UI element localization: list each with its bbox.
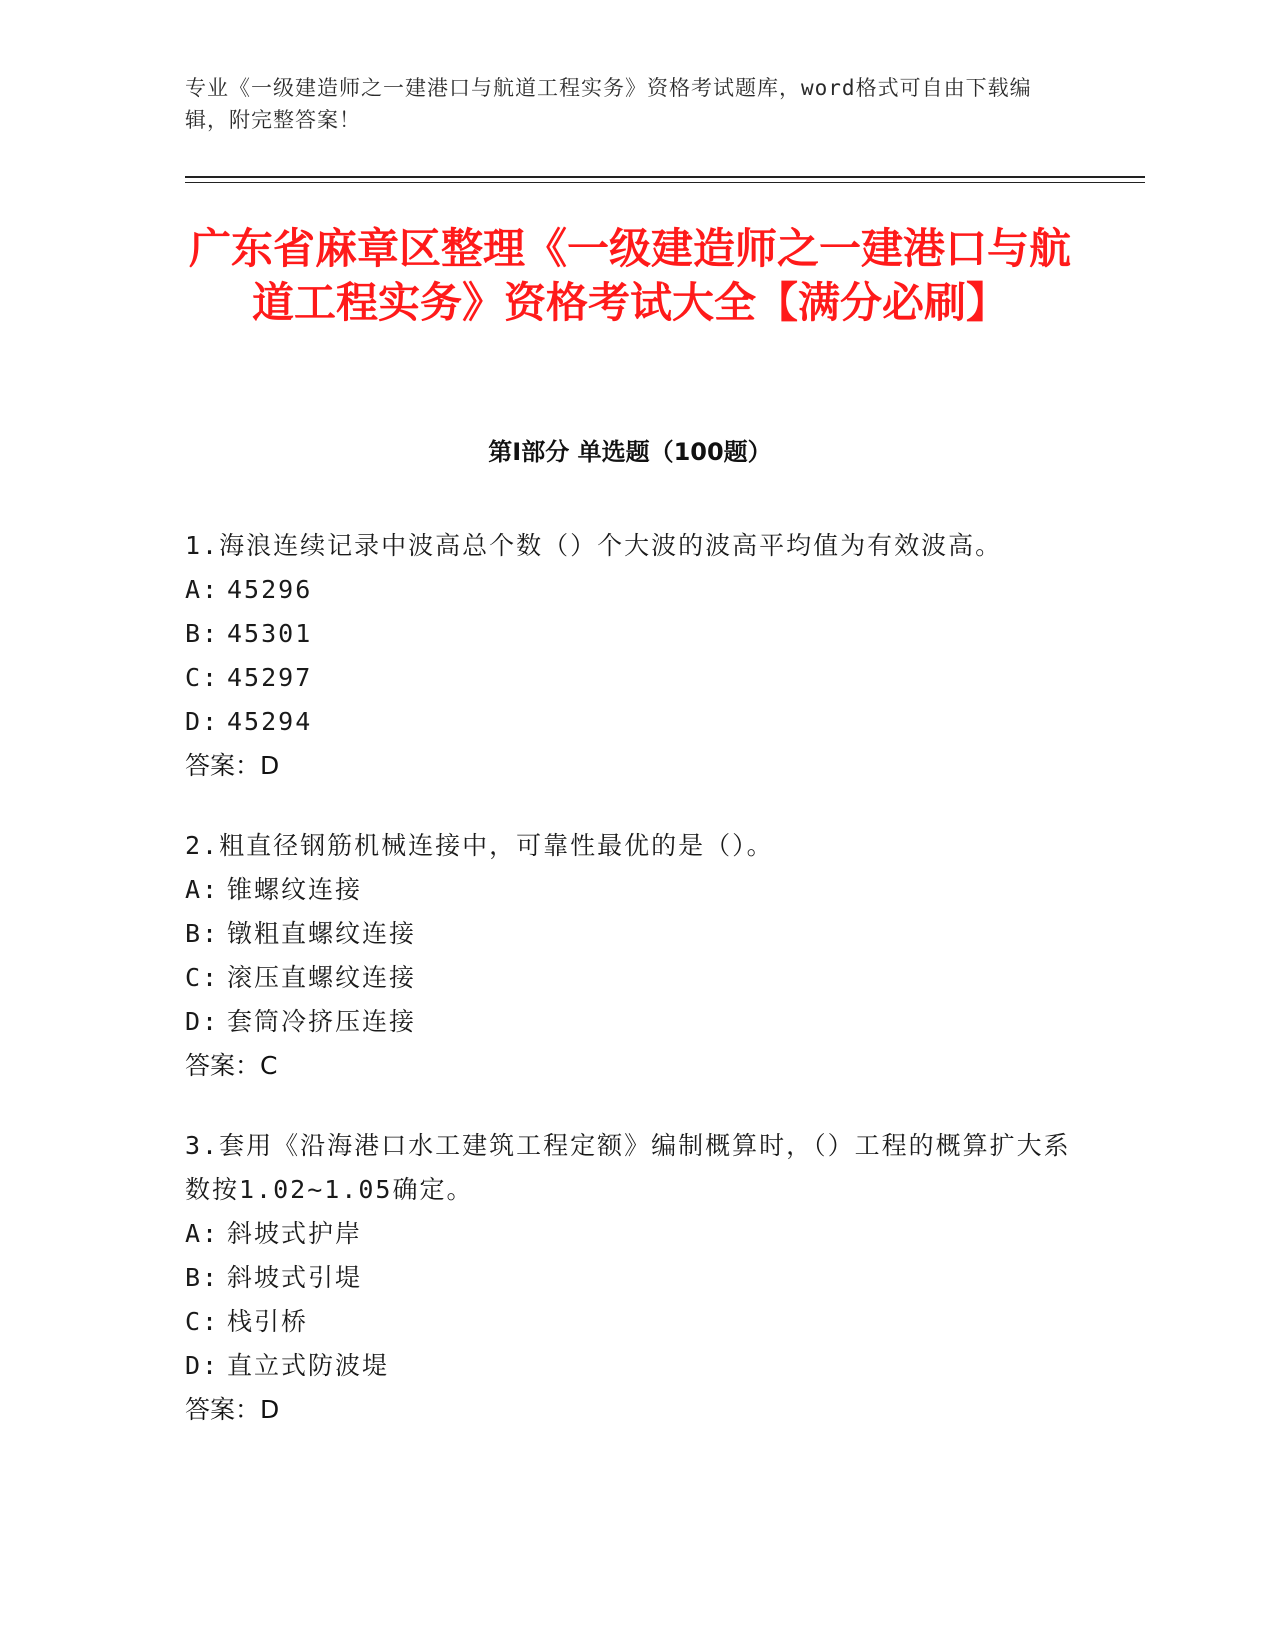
header-divider-thin: [185, 182, 1145, 183]
option-a: [185, 1212, 1075, 1256]
option-text: 直立式防波堤: [227, 1351, 390, 1380]
option-label: A:: [185, 575, 220, 604]
option-label: D:: [185, 1351, 220, 1380]
answer: 答案：D: [185, 1395, 280, 1424]
option-label: D:: [185, 707, 220, 736]
option-label: B:: [185, 1263, 220, 1292]
question-3: [185, 1124, 1075, 1432]
option-text: 45297: [227, 663, 313, 692]
option-text: 套筒冷挤压连接: [227, 1007, 417, 1036]
option-text: 锥螺纹连接: [227, 875, 363, 904]
header-divider-thick: [185, 176, 1145, 178]
option-d: [185, 1344, 1075, 1388]
answer: 答案：D: [185, 751, 280, 780]
option-b: [185, 612, 1075, 656]
option-text: 斜坡式引堤: [227, 1263, 363, 1292]
header-note: 专业《一级建造师之一建港口与航道工程实务》资格考试题库，word格式可自由下载编辑，附完整答案！: [185, 76, 1032, 132]
question-stem: 3.套用《沿海港口水工建筑工程定额》编制概算时，（）工程的概算扩大系数按1.02~1.05确定。: [185, 1131, 1071, 1204]
answer: 答案：C: [185, 1051, 278, 1080]
question-stem: 1.海浪连续记录中波高总个数（）个大波的波高平均值为有效波高。: [185, 531, 1003, 560]
option-a: [185, 568, 1075, 612]
option-c: [185, 1300, 1075, 1344]
option-text: 45296: [227, 575, 313, 604]
question-2: [185, 824, 1075, 1088]
question-1: [185, 524, 1075, 788]
option-text: 45294: [227, 707, 313, 736]
option-d: [185, 1000, 1075, 1044]
option-text: 栈引桥: [227, 1307, 309, 1336]
option-label: C:: [185, 1307, 220, 1336]
question-stem: 2.粗直径钢筋机械连接中，可靠性最优的是（）。: [185, 831, 774, 860]
option-text: 镦粗直螺纹连接: [227, 919, 417, 948]
option-c: [185, 656, 1075, 700]
option-label: C:: [185, 663, 220, 692]
option-label: A:: [185, 1219, 220, 1248]
option-c: [185, 956, 1075, 1000]
option-a: [185, 868, 1075, 912]
option-label: B:: [185, 619, 220, 648]
option-text: 45301: [227, 619, 313, 648]
option-label: B:: [185, 919, 220, 948]
option-label: C:: [185, 963, 220, 992]
question-list: [185, 524, 1075, 1468]
option-d: [185, 700, 1075, 744]
option-b: [185, 912, 1075, 956]
option-text: 斜坡式护岸: [227, 1219, 363, 1248]
option-b: [185, 1256, 1075, 1300]
option-label: D:: [185, 1007, 220, 1036]
option-label: A:: [185, 875, 220, 904]
document-title: 广东省麻章区整理《一级建造师之一建港口与航道工程实务》资格考试大全【满分必刷】: [188, 224, 1071, 327]
option-text: 滚压直螺纹连接: [227, 963, 417, 992]
section-title: 第Ⅰ部分 单选题（100题）: [488, 438, 772, 466]
